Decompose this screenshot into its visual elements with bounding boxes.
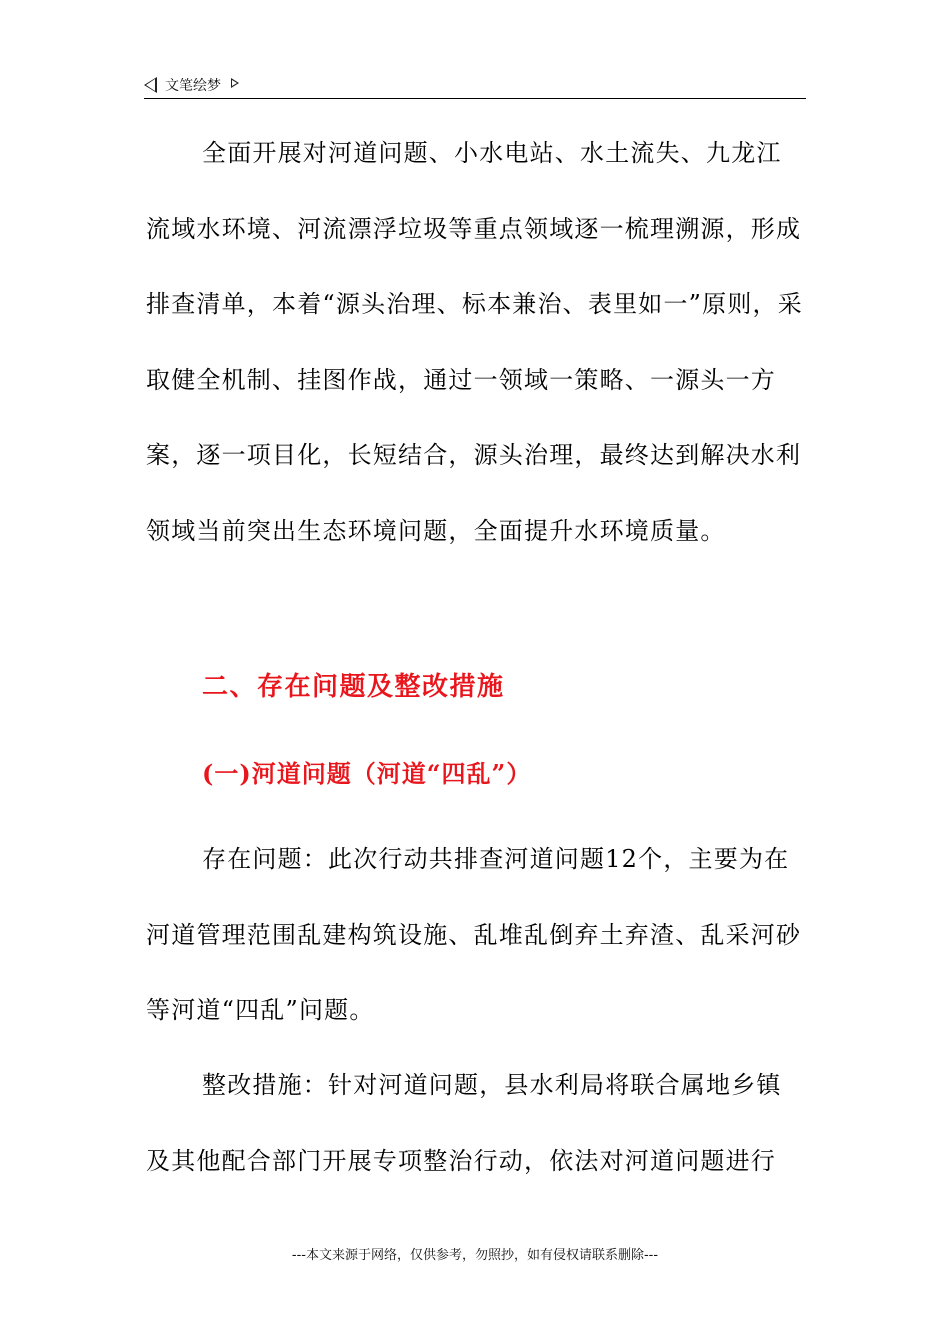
footer-notice: ---本文来源于网络，仅供参考，勿照抄，如有侵权请联系删除--- <box>291 1248 659 1263</box>
body-paragraph-1: 全面开展对河道问题、小水电站、水土流失、九龙江流域水环境、河流漂浮垃圾等重点领域逐一梳理溯源，形成排查清单，本着“源头治理、标本兼治、表里如一”原则，采取健全机制、挂图作战，通过一领域一策略、一源头一方案，逐一项目化，长短结合，源头治理，最终达到解决水利领域当前突出生态环境问题，全面提升水环境质量。 <box>146 139 803 545</box>
header-brand: 文笔绘梦 <box>165 78 221 94</box>
triangle-left-icon <box>144 77 157 93</box>
triangle-right-icon <box>231 78 239 88</box>
page-header <box>144 74 239 96</box>
header-divider <box>144 98 806 99</box>
subsection-heading: (一)河道问题（河道“四乱”） <box>202 759 532 788</box>
section-heading: 二、存在问题及整改措施 <box>202 672 505 702</box>
body-paragraph-3: 整改措施：针对河道问题，县水利局将联合属地乡镇及其他配合部门开展专项整治行动，依法对河道问题进行 <box>146 1071 782 1175</box>
body-paragraph-2: 存在问题：此次行动共排查河道问题12个，主要为在河道管理范围乱建构筑设施、乱堆乱倒弃土弃渣、乱采河砂等河道“四乱”问题。 <box>146 845 802 1024</box>
